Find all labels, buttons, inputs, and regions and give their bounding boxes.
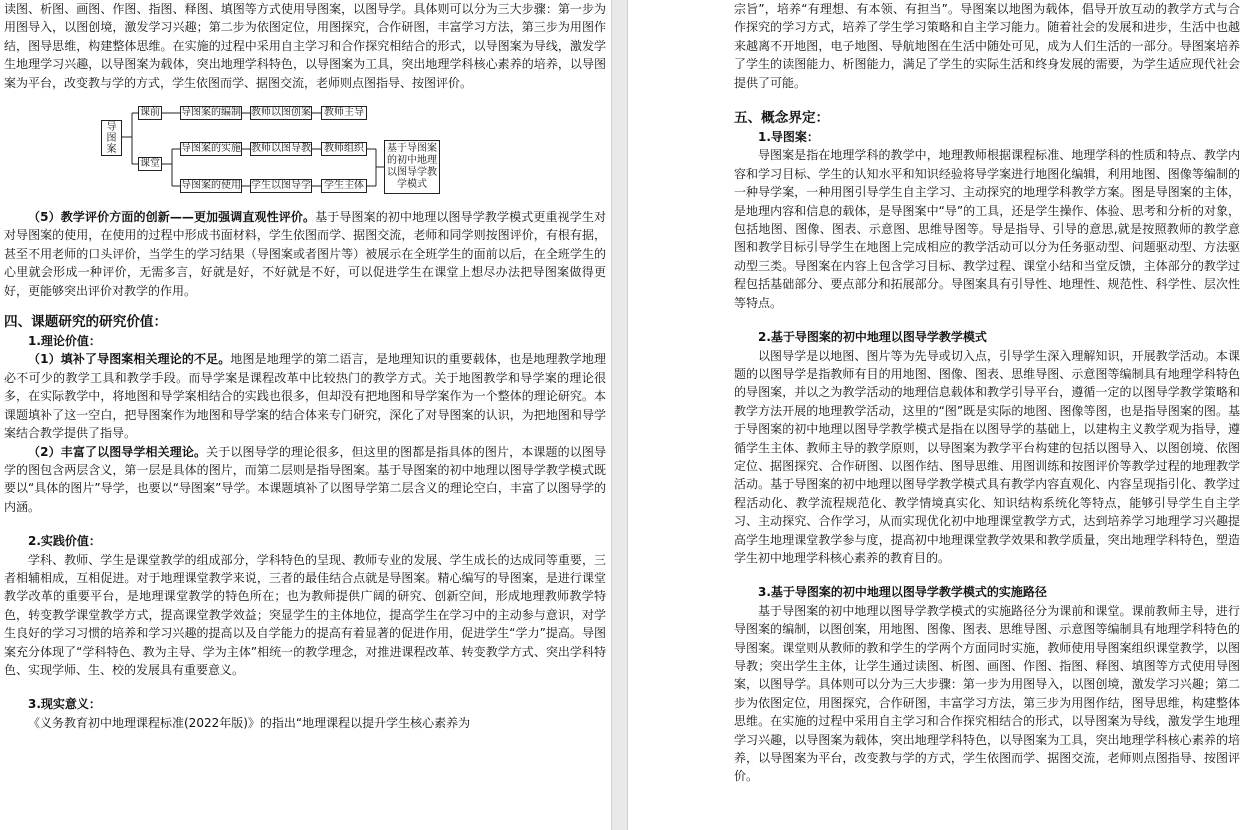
innovation-5-paragraph	[4, 208, 606, 300]
diagram-result: 基于导图案的初中地理以图导学教学模式	[384, 140, 440, 194]
intro-paragraph: 读图、析图、画图、作图、指图、释图、填图等方式使用导图案，以图导学。具体则可以分为三大步骤：第一步为用图导入，以图创境，激发学习兴趣；第二步为依图定位，用图探究，合作研图，丰富学习方法，第三步为用图作结，图导思维，构建整体思维。在实施的过程中采用自主学习和合作探究相结合的形式，以导图案为导线，激发学生地理学习兴趣，以导图案为载体，突出地理学科特色，以导图案为工具，突出地理学科核心素养的培养，以导图案为平台，改变教与学的方式，学生依图而学、据图交流，老师则点图指导、按图评价。	[4, 2, 606, 90]
definition-1-heading: 1.导图案：	[758, 130, 819, 145]
innovation-5-body: 基于导图案的初中地理以图导学教学模式更重视学生对对导图案的使用，在使用的过程中形成书面材料，学生依图而学、据图交流，老师和同学则按图评价，有根有据，甚至不用老师的口头评价，当学生的学习结果（导图案或者图片等）被展示在全班学生的面前以后，在全班学生的心里就会形成一种评价，无需多言，好就是好，不好就是不好，可以促进学生在课堂上想尽办法把导图案做得更好，更能够突出评价对教学的作用。	[4, 210, 606, 298]
definition-3-heading: 3.基于导图案的初中地理以图导学教学模式的实施路径	[758, 585, 1047, 600]
diagram-branch-class: 课堂	[140, 158, 160, 170]
diagram-class-b3: 学生主体	[321, 179, 367, 193]
theory-2-title: （2）丰富了以图导学相关理论。	[28, 444, 207, 459]
section-4-heading: 四、课题研究的研究价值：	[4, 314, 168, 331]
definition-2-heading: 2.基于导图案的初中地理以图导学教学模式	[758, 330, 987, 345]
definition-2-paragraph: 以图导学是以地图、图片等为先导或切入点，引导学生深入理解知识，开展教学活动。本课题的以图导学是指教师有目的用地图、图像、图表、思维导图、示意图等编制具有地理学科特色的导图案，并以之为教学活动的地理信息载体和教学引导平台，遵循一定的以图导学教学策略和教学方法开展的地理教学活动，这里的“图”既是实际的地图、图像等图，也是指导图案的图。基于导图案的初中地理以图导学教学模式是指在以图导学的基础上，以建构主义教学观为指导，遵循学生主体、教师主导的教学原则，以导图案为教学平台构建的包括以图导入、以图创境、依图定位、据图探究、合作研图、以图作结、图导思维、用图训练和按图评价等教学过程的地理教学活动。基于导图案的初中地理以图导学教学模式具有教学内容直观化、内容呈现指引化、教学过程活动化、教学流程规范化、教学情境真实化、知识结构系统化等特点，能够引导学生自主学习、主动探究、合作学习，从而实现优化初中地理课堂教学方式，达到培养学习地理学习兴趣提高学生地理课堂教学参与度，提高初中地理课堂教学效果和教学质量，突出地理学科特色，塑造学生初中地理学科核心素养的教育目的。	[734, 348, 1240, 565]
diagram-pre-2: 教师以图创案	[251, 107, 311, 119]
reality-paragraph: 《义务教育初中地理课程标准(2022年版)》的指出“地理课程以提升学生核心素养为	[28, 715, 471, 730]
diagram-class-b2: 学生以图导学	[251, 180, 311, 192]
reality-value-heading: 3.现实意义：	[28, 697, 101, 712]
theory-1-body: 地图是地理学的第二语言，是地理知识的重要载体，也是地理教学地理必不可少的教学工具和教学手段。而导学案是课程改革中比较热门的教学方式。关于地图教学和导学案的理论很多，在实际教学中，将地图和导学案相结合的实践也很多，但却没有把地图和导学案作为一个整体的理论研究。本课题填补了这一空白，把导图案作为地图和导学案的结合体来专门研究，深化了对导图案的认识，为把地图和导学案结合教学提供了指导。	[4, 352, 606, 441]
workflow-diagram	[4, 92, 606, 208]
page-gutter	[611, 0, 628, 830]
diagram-class-a2: 教师以图导教	[251, 143, 311, 155]
practice-value-heading: 2.实践价值：	[28, 534, 101, 549]
left-page	[4, 0, 606, 830]
diagram-pre-3: 教师主导	[321, 106, 367, 120]
right-page	[734, 0, 1240, 830]
diagram-class-b1: 导图案的使用	[181, 180, 241, 192]
theory-1-paragraph	[4, 350, 606, 442]
definition-1-paragraph: 导图案是指在地理学科的教学中，地理教师根据课程标准、地理学科的性质和特点、教学内容和学习目标、学生的认知水平和知识经验将导学案进行地图化编辑，利用地图、图像等编制的一种导学案，一种用图引导学生自主学习、主动探究的地理学科教学方案。图是导图案的主体，是地理内容和信息的载体，是导图案中“导”的工具，还是学生操作、体验、思考和分析的对象，包括地图、图像、图表、示意图、思维导图等。导是指导、引导的意思,就是按照教师的教学意图和教学目标引导学生在地图上完成相应的教学活动可以分为任务驱动型、问题驱动型、方法驱动型三类。导图案在内容上包含学习目标、教学过程、课堂小结和当堂反馈，主体部分的教学过程包括基础部分、要点部分和拓展部分。导图案具有引导性、地理性、规范性、科学性、层次性等特点。	[734, 148, 1240, 310]
diagram-class-a1: 导图案的实施	[181, 143, 241, 155]
definition-3-paragraph: 基于导图案的初中地理以图导学教学模式的实施路径分为课前和课堂。课前教师主导，进行导图案的编制，以图创案，用地图、图像、图表、思维导图、示意图等编制具有地理学科特色的导图案。课堂则从教师的教和学生的学两个方面同时实施，教师使用导图案组织课堂教学，以图导教；突出学生主体，让学生通过读图、析图、画图、作图、指图、释图、填图等方式使用导图案，以图导学。具体则可以分为三大步骤：第一步为用图导入，以图创境，激发学习兴趣；第二步为依图定位，用图探究，合作研图，丰富学习方法，第三步为用图作结，图导思维，构建整体思维。在实施的过程中采用自主学习和合作探究相结合的形式，以导图案为导线，激发学生地理学习兴趣，以导图案为载体，突出地理学科特色，以导图案为工具，突出地理学科核心素养的培养，以导图案为平台，改变教与学的方式，学生依图而学、据图交流，老师则点图指导、按图评价。	[734, 603, 1240, 784]
right-top-paragraph: 宗旨”，培养“有理想、有本领、有担当”。导图案以地图为载体，倡导开放互动的教学方式与合作探究的学习方式，培养了学生学习策略和自主学习能力。随着社会的发展和进步，生活中也越来越离不开地图，电子地图、导航地图在生活中随处可见，成为人们生活的一部分。导图案培养了学生的读图能力、析图能力，满足了学生的实际生活和终身发展的需要，为学生适应现代社会提供了可能。	[734, 2, 1240, 90]
diagram-root: 导图案	[101, 120, 122, 156]
diagram-pre-1: 导图案的编制	[181, 107, 241, 119]
diagram-class-a3: 教师组织	[321, 142, 367, 156]
section-5-heading: 五、概念界定：	[734, 110, 830, 127]
practice-paragraph: 学科、教师、学生是课堂教学的组成部分，学科特色的呈现、教师专业的发展、学生成长的达成同等重要，三者相辅相成，互相促进。对于地理课堂教学来说，三者的最佳结合点就是导图案。精心编写的导图案，是进行课堂教学改革的重要平台，是地理课堂教学的特色所在；也为教师提供广阔的研究、创新空间，形成地理教师教学特色，转变教学课堂教学方式，提高课堂教学效益；突显学生的主体地位，提高学生在学习中的主动参与意识，对学生良好的学习习惯的培养和学习兴趣的提高以及自学能力的提高有着显著的促进作用，促进学生“学力”提高。导图案充分体现了“学科特色、教为主导、学为主体”相统一的教学理念，对推进课程改革、转变教学方式、突出学科特色、实现学师、生、校的发展具有重要意义。	[4, 552, 606, 677]
theory-2-body: 关于以图导学的理论很多，但这里的图都是指具体的图片，本课题的以图导学的图包含两层含义，第一层是具体的图片，而第二层则是指导图案。基于导图案的初中地理以图导学教学模式既要以“具体的图片”导学，也要以“导图案”导学。本课题填补了以图导学第二层含义的理论空白，丰富了以图导学的内涵。	[4, 444, 606, 514]
diagram-branch-pre: 课前	[140, 107, 160, 119]
innovation-5-title: （5）教学评价方面的创新——更加强调直观性评价。	[28, 210, 316, 225]
theory-value-heading: 1.理论价值：	[28, 334, 101, 349]
theory-1-title: （1）填补了导图案相关理论的不足。	[28, 352, 231, 367]
theory-2-paragraph	[4, 443, 606, 517]
